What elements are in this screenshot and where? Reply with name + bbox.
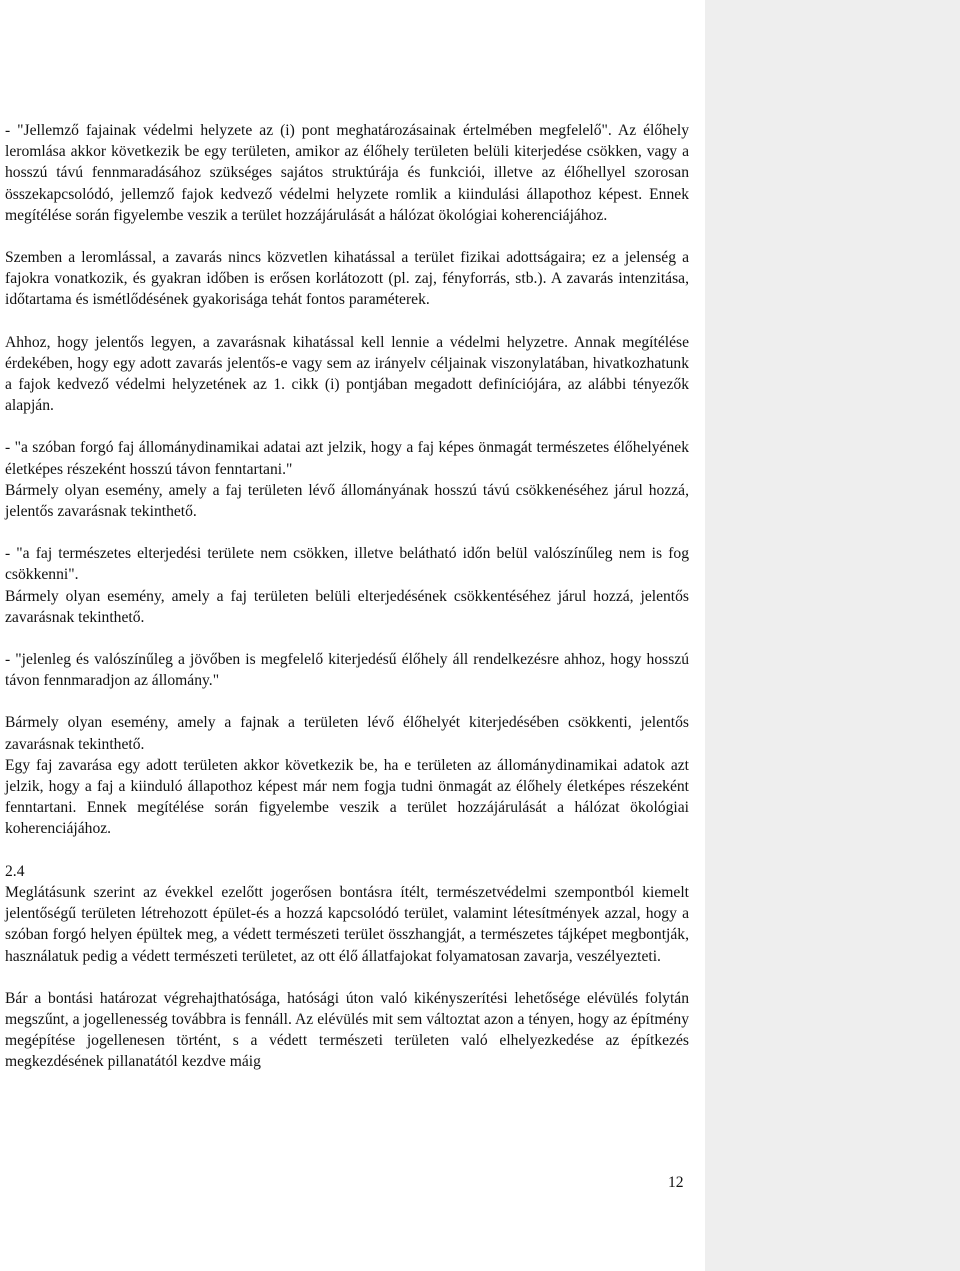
right-margin-panel: [705, 0, 960, 1271]
paragraph-4: - "a szóban forgó faj állománydinamikai adatai azt jelzik, hogy a faj képes önmagát természetes élőhelyének életképes részeként hosszú távon fenntartani.": [5, 439, 689, 478]
paragraph-3: Ahhoz, hogy jelentős legyen, a zavarásnak kihatással kell lennie a védelmi helyzetre. Annak megítélése érdekében, hogy egy adott zavarás jelentős-e vagy sem az irányelv céljainak viszonylatában, hivatkozhatunk a fajok kedvező védelmi helyzetének az 1. cikk (i) pontjában megadott definíciójára, az alábbi tényezők alapján.: [5, 333, 689, 415]
paragraph-8: - "jelenleg és valószínűleg a jövőben is megfelelő kiterjedésű élőhely áll rendelkezésre ahhoz, hogy hosszú távon fennmaradjon az állomány.": [5, 651, 689, 690]
paragraph-2: Szemben a leromlással, a zavarás nincs közvetlen kihatással a terület fizikai adottságaira; ez a jelenség a fajokra vonatkozik, és gyakran időben is erősen korlátozott (pl. zaj, fényforrás, stb.). A zavarás intenzitása, időtartama és ismétlődésének gyakorisága tehát fontos paraméterek.: [5, 249, 689, 309]
paragraph-1: - "Jellemző fajainak védelmi helyzete az (i) pont meghatározásainak értelmében megfelelő". Az élőhely leromlása akkor következik be egy területen, amikor az élőhely területen belüli kiterjedése csökken, vagy a hosszú távú fennmaradásához szükséges sajátos struktúrája és funkciói, illetve az élőhellyel szorosan összekapcsolódó, jellemző fajok kedvező védelmi helyzete romlik a kiindulási állapothoz képest. Ennek megítélése során figyelembe veszik a terület hozzájárulását a hálózat ökológiai koherenciájához.: [5, 122, 689, 224]
paragraph-10: Egy faj zavarása egy adott területen akkor következik be, ha e területen az állománydinamikai adatok azt jelzik, hogy a faj a kiinduló állapothoz képest már nem fogja tudni önmagát az élőhely életképes részeként fenntartani. Ennek megítélése során figyelembe veszik a terület hozzájárulását a hálózat ökológiai koherenciájához.: [5, 756, 689, 838]
paragraph-7: Bármely olyan esemény, amely a faj területen belüli elterjedésének csökkentéséhez járul hozzá, jelentős zavarásnak tekinthető.: [5, 587, 689, 626]
section-number: 2.4: [5, 862, 25, 880]
paragraph-5: Bármely olyan esemény, amely a faj területen lévő állományának hosszú távú csökkenéséhez járul hozzá, jelentős zavarásnak tekinthető.: [5, 481, 689, 521]
paragraph-9: Bármely olyan esemény, amely a fajnak a területen lévő élőhelyét kiterjedésében csökkenti, jelentős zavarásnak tekinthető.: [5, 714, 689, 753]
document-body: [5, 120, 689, 1094]
paragraph-6: - "a faj természetes elterjedési területe nem csökken, illetve belátható időn belül valószínűleg nem is fog csökkenni".: [5, 545, 689, 584]
paragraph-12: Bár a bontási határozat végrehajthatósága, hatósági úton való kikényszerítési lehetősége elévülés folytán megszűnt, a jogellenesség továbbra is fennáll. Az elévülés mit sem változtat azon a tényen, hogy az építmény megépítése jogellenesen történt, s a védett természeti területen való elhelyezkedése az építkezés megkezdésének pillanatától kezdve máig: [5, 989, 689, 1071]
page-number: 12: [668, 1174, 684, 1191]
paragraph-11: Meglátásunk szerint az évekkel ezelőtt jogerősen bontásra ítélt, természetvédelmi szempontból kiemelt jelentőségű területen létrehozott épület-és a hozzá kapcsolódó terület, valamint létesítmények azzal, hogy a szóban forgó helyen épültek meg, a védett természeti terület összhangját, a természetes tájképet megbontják, használatuk pedig a védett természeti területet, az ott élő állatfajokat folyamatosan zavarja, veszélyezteti.: [5, 883, 689, 965]
